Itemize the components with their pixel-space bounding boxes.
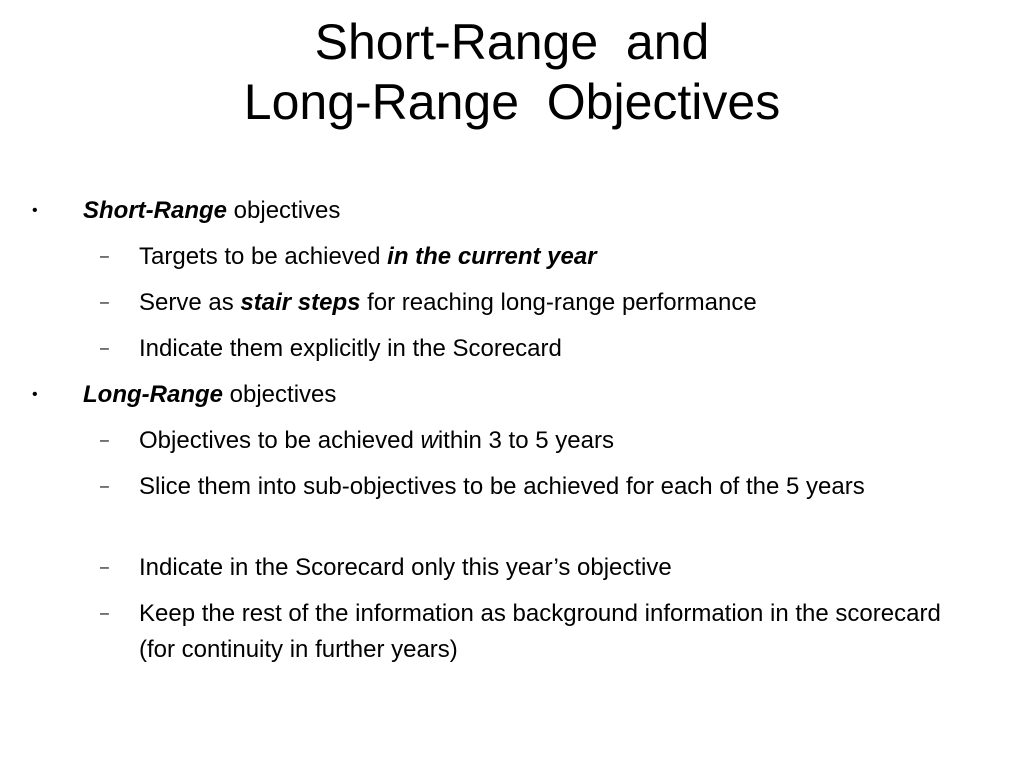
sub-item-text: Slice them into sub-objectives to be achieved for each of the 5 years <box>139 473 865 500</box>
bullet-marker: • <box>32 202 38 219</box>
dash-marker: – <box>100 340 109 357</box>
emphasis-text: Short-Range <box>83 197 227 224</box>
sub-item-text: Indicate in the Scorecard only this year’s objective <box>139 554 672 581</box>
title-line-1: Short-Range and <box>314 14 710 70</box>
dash-marker: – <box>100 478 109 495</box>
dash-marker: – <box>100 248 109 265</box>
bullet-text <box>83 193 340 229</box>
bullet-marker: • <box>32 386 38 403</box>
slide-title <box>0 12 1024 132</box>
italic-text: w <box>420 427 438 454</box>
plain-text: Serve as <box>139 289 241 316</box>
plain-text: Targets to be achieved <box>139 243 388 270</box>
dash-marker: – <box>100 294 109 311</box>
sub-item-text <box>139 239 979 275</box>
sub-item-text: Keep the rest of the information as background information in the scorecard (for continuity in further years) <box>139 600 941 663</box>
sub-item-text: Indicate them explicitly in the Scorecard <box>139 335 562 362</box>
plain-text: objectives <box>222 381 337 408</box>
plain-text: for reaching long-range performance <box>360 289 757 316</box>
bullet-text <box>83 377 336 413</box>
emphasis-text: stair steps <box>240 289 361 316</box>
dash-marker: – <box>100 559 109 576</box>
plain-text: objectives <box>227 197 341 224</box>
dash-marker: – <box>100 432 109 449</box>
sub-item-text <box>139 423 979 459</box>
dash-marker: – <box>100 605 109 622</box>
emphasis-text: Long-Range <box>83 381 223 408</box>
plain-text: Objectives to be achieved <box>139 427 421 454</box>
title-line-2: Long-Range Objectives <box>243 74 781 130</box>
emphasis-text: in the current year <box>387 243 597 270</box>
plain-text: ithin 3 to 5 years <box>437 427 614 454</box>
sub-item-text <box>139 285 979 321</box>
